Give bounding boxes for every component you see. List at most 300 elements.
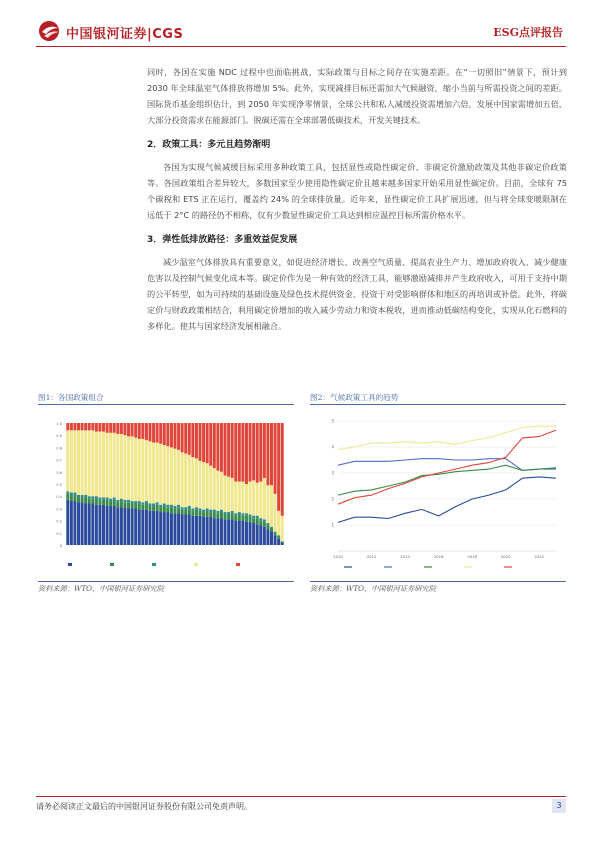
chart1-bar-segment [181,510,184,515]
chart1-bar-segment [120,423,123,434]
chart1-bar-segment [91,423,94,430]
chart1-bar-segment [259,482,262,519]
chart1-bar-segment [274,533,277,535]
chart1-bar-segment [131,423,134,436]
chart1-bar-segment [231,519,234,545]
chart1-bar-segment [156,505,159,511]
cgs-logo-icon [38,20,62,42]
chart1-bar-segment [241,516,244,521]
chart1-bar-segment [234,482,237,514]
chart1-bar-segment [188,508,191,514]
chart1-bar-segment [116,507,119,545]
chart1-bar-segment [145,440,148,501]
page-number: 3 [552,799,566,813]
chart1-bar-segment [70,501,73,545]
section-2-title: 2．政策工具：多元且趋势渐明 [147,140,271,150]
chart1-bar-segment [116,500,119,502]
chart1-bar-segment [274,532,277,533]
chart1-ytick-label: 0.4 [56,495,62,500]
chart1-bar-segment [91,499,94,504]
chart1-bar-segment [159,512,162,545]
chart1-bar-segment [163,504,166,506]
chart1-bar-segment [106,497,109,499]
chart1-bar-segment [281,541,284,542]
paragraph-3: 减少温室气体排放具有重要意义，如促进经济增长、改善空气质量、提高农业生产力、增加政府收入、减少健康危害以及控制气候变化成本等。碳定价作为是一种有效的经济工具，能够激励减排并产生政府收入，可用于支持中期的公平转型，如为可持续的基础设施及绿色技术提供资金、投资于对受影响群体和地区的再培训或补偿。此外，将碳定价与财政政策相结合，利用碳定价增加的收入减少劳动力和资本税收，进而推动低碳结构变化，实现从化石燃料的多样化。使其与国家经济发展相融合。 [147,257,567,331]
chart1-bar-segment [191,511,194,516]
chart1-bar-segment [195,458,198,507]
chart1-bar-segment [166,423,169,446]
chart1-bar-segment [202,510,205,512]
chart1-bar-segment [141,510,144,545]
chart1-bar-segment [84,423,87,430]
chart1-bar-segment [195,423,198,458]
chart1-bar-segment [70,430,73,492]
chart1-bar-segment [249,423,252,482]
chart1-bar-segment [123,502,126,507]
chart1-bar-segment [77,423,80,430]
chart2-series-line [338,465,556,495]
chart1-bar-segment [241,513,244,515]
chart1-bar-segment [191,423,194,457]
chart1-bar-segment [277,539,280,545]
chart1-bar-segment [209,512,212,517]
chart1-bar-segment [152,504,155,506]
figure-2-bottom-rule [310,581,566,582]
chart1-bar-segment [224,512,227,514]
chart1-bar-segment [73,501,76,545]
chart1-bar-segment [274,535,277,545]
chart1-ytick-label: 0.2 [56,519,62,524]
chart1-bar-segment [170,507,173,513]
chart1-bar-segment [249,517,252,522]
chart1-bar-segment [184,454,187,508]
chart1-bar-segment [209,510,212,512]
chart2-xtick-label: 2010 [333,554,343,559]
chart1-bar-segment [206,463,209,508]
chart1-bar-segment [120,501,123,507]
chart1-bar-segment [141,505,144,510]
chart1-bar-segment [141,439,144,502]
chart1-bar-segment [188,455,191,506]
chart1-bar-segment [70,493,73,495]
chart1-bar-segment [98,500,101,505]
chart1-bar-segment [134,438,137,501]
chart1-bar-segment [270,528,273,532]
chart1-bar-segment [163,423,166,445]
figure-1-box [38,405,294,581]
chart1-bar-segment [231,478,234,511]
chart1-bar-segment [249,522,252,545]
chart1-bar-segment [274,423,277,494]
chart1-bar-segment [184,507,187,509]
chart1-bar-segment [174,508,177,513]
chart1-legend-swatch [68,563,72,566]
chart1-bar-segment [209,466,212,510]
chart1-ytick-label: 0.5 [56,483,62,487]
footer-disclaimer: 请务必阅读正文最后的中国银河证券股份有限公司免责声明。 [36,802,252,811]
chart1-bar-segment [245,423,248,484]
chart1-bar-segment [256,483,259,516]
chart1-bar-segment [145,510,148,545]
chart1-bar-segment [106,500,109,506]
chart1-bar-segment [188,515,191,546]
chart1-bar-segment [159,444,162,505]
chart1-bar-segment [181,515,184,546]
chart1-bar-segment [252,523,255,545]
chart1-bar-segment [170,505,173,507]
chart1-bar-segment [234,516,237,521]
chart1-bar-segment [113,500,116,506]
chart1-bar-segment [123,423,126,435]
chart1-bar-segment [177,507,180,513]
chart2-series-line [338,477,556,523]
chart1-bar-segment [263,478,266,519]
chart1-bar-segment [116,502,119,507]
chart1-bar-segment [206,517,209,545]
chart1-bar-segment [227,423,230,477]
chart1-bar-segment [134,423,137,438]
chart1-bar-segment [238,521,241,545]
chart1-bar-segment [252,516,255,518]
chart1-bar-segment [266,423,269,485]
chart1-bar-segment [227,519,230,545]
chart1-bar-segment [270,532,273,545]
chart1-bar-segment [123,507,126,545]
chart1-bar-segment [213,510,216,512]
chart1-bar-segment [131,436,134,501]
report-type: ESG点评报告 [493,26,563,39]
chart1-bar-segment [263,423,266,478]
chart2-ytick-label: 2 [331,496,334,502]
chart2-series-line [338,430,556,504]
chart1-ytick-label: 0.8 [56,446,62,451]
chart1-bar-segment [238,512,241,514]
chart1-ytick-label: 0.9 [56,434,62,439]
chart1-bar-segment [66,500,69,545]
chart1-bar-segment [277,511,280,535]
chart1-bar-segment [127,500,130,502]
chart1-bar-segment [195,507,198,509]
footer-divider [36,796,566,797]
chart1-bar-segment [281,543,284,545]
chart1-bar-segment [206,511,209,517]
chart1-bar-segment [184,515,187,546]
chart1-bar-segment [216,471,219,511]
chart1-bar-segment [102,432,105,498]
chart1-bar-segment [238,515,241,521]
chart1-bar-segment [84,430,87,495]
chart1-bar-segment [252,423,255,480]
figure-2-source: 资料来源：WTO，中国银河证券研究院 [310,584,436,593]
chart1-bar-segment [145,504,148,510]
chart1-bar-segment [231,423,234,478]
chart1-bar-segment [195,516,198,545]
chart1-bar-segment [277,536,280,538]
chart1-bar-segment [109,501,112,506]
brand-logo [38,20,208,44]
chart1-bar-segment [156,511,159,545]
chart1-bar-segment [266,525,269,529]
stacked-bar-chart [38,405,294,581]
chart1-bar-segment [131,504,134,509]
chart1-bar-segment [231,513,234,519]
chart1-bar-segment [188,423,191,455]
chart1-bar-segment [113,497,116,499]
chart1-bar-segment [224,519,227,545]
chart1-bar-segment [199,461,202,509]
chart1-bar-segment [170,447,173,504]
chart1-bar-segment [252,518,255,523]
chart1-bar-segment [174,506,177,508]
chart1-bar-segment [138,510,141,545]
chart1-bar-segment [138,423,141,439]
chart1-bar-segment [113,423,116,433]
header-divider [36,46,566,47]
chart1-legend-swatch [236,563,240,566]
chart1-bar-segment [134,501,137,503]
chart1-bar-segment [81,502,84,545]
chart1-bar-segment [109,433,112,499]
chart1-bar-segment [181,507,184,509]
chart1-bar-segment [77,430,80,495]
chart1-bar-segment [166,512,169,545]
chart1-bar-segment [234,513,237,515]
chart1-bar-segment [245,484,248,513]
chart1-bar-segment [163,445,166,504]
chart1-bar-segment [234,521,237,545]
chart1-bar-segment [73,495,76,501]
chart1-bar-segment [216,423,219,471]
chart1-bar-segment [224,515,227,520]
chart1-bar-segment [148,504,151,506]
chart1-ytick-label: 0 [59,544,62,548]
chart1-legend-swatch [152,563,156,566]
chart1-bar-segment [127,436,130,499]
chart1-bar-segment [81,430,84,495]
chart1-bar-segment [213,518,216,545]
chart1-bar-segment [256,518,259,524]
chart1-bar-segment [88,499,91,504]
chart1-bar-segment [138,501,141,503]
chart1-bar-segment [266,523,269,525]
chart1-bar-segment [141,502,144,504]
chart1-bar-segment [213,468,216,509]
chart1-bar-segment [145,423,148,440]
chart1-bar-segment [109,499,112,501]
chart1-bar-segment [102,505,105,545]
chart1-bar-segment [188,506,191,508]
chart1-bar-segment [220,510,223,512]
chart1-bar-segment [191,508,194,510]
chart1-bar-segment [95,505,98,545]
paragraph-1: 同时，各国在实施 NDC 过程中也面临挑战，实际政策与目标之间存在实施差距。在“一切照旧”情景下，预计到 2030 年全球温室气体排放将增加 5%。此外，实现减排目标还需加大气候融资，缩小当前与所需投资之间的差距。国际货币基金组织估计，到 2050 年实现净零情景，全球公共和私人减缓投资需增加六倍，发展中国家需增加五倍，大部分投资需求在能源部门。脱碳还需在全球部署低碳技术，开发关键技术。 [147,67,567,125]
figure-2 [310,392,566,594]
chart1-bar-segment [131,501,134,503]
chart2-xtick-label: 2022 [534,554,545,559]
chart1-bar-segment [73,493,76,495]
chart1-bar-segment [206,508,209,510]
chart1-bar-segment [166,505,169,507]
figure-1-bottom-rule [38,581,294,582]
chart1-bar-segment [109,423,112,433]
chart1-bar-segment [77,497,80,502]
chart1-bar-segment [270,485,273,526]
figure-1 [38,392,294,594]
chart1-bar-segment [88,496,91,498]
chart1-bar-segment [263,519,266,521]
chart1-bar-segment [209,517,212,545]
chart1-bar-segment [77,502,80,545]
chart1-bar-segment [166,446,169,505]
chart1-bar-segment [116,423,119,434]
chart1-ytick-label: 0.3 [56,507,62,512]
chart1-bar-segment [174,513,177,545]
chart1-bar-segment [106,506,109,545]
figure-2-title: 图2：气候政策工具的趋势 [310,393,399,402]
chart1-bar-segment [184,423,187,454]
chart1-bar-segment [66,491,69,493]
chart1-bar-segment [88,504,91,545]
chart1-bar-segment [127,423,130,436]
chart1-bar-segment [270,527,273,528]
chart1-bar-segment [127,502,130,508]
chart1-bar-segment [134,504,137,509]
chart1-bar-segment [84,504,87,545]
chart1-bar-segment [138,504,141,510]
chart1-bar-segment [95,423,98,432]
chart1-bar-segment [259,525,262,545]
page-header [0,0,595,52]
chart1-bar-segment [224,475,227,512]
chart1-bar-segment [148,511,151,545]
figure-2-box [310,405,566,581]
chart1-bar-segment [206,423,209,463]
chart1-bar-segment [88,430,91,496]
chart1-bar-segment [202,423,205,462]
chart1-bar-segment [73,423,76,430]
chart1-bar-segment [66,430,69,491]
chart1-bar-segment [177,423,180,450]
chart1-ytick-label: 0.1 [56,531,62,536]
chart1-ytick-label: 1.0 [56,422,62,426]
chart1-bar-segment [213,512,216,518]
chart1-bar-segment [138,439,141,501]
chart1-bar-segment [191,457,194,508]
chart1-bar-segment [199,516,202,545]
chart1-bar-segment [120,499,123,501]
chart1-bar-segment [238,423,241,482]
chart1-bar-segment [277,535,280,536]
chart1-bar-segment [148,506,151,511]
chart1-bar-segment [174,449,177,506]
chart2-xtick-label: 2012 [366,554,377,559]
chart1-bar-segment [224,423,227,475]
chart1-bar-segment [148,423,151,441]
chart1-bar-segment [227,477,230,512]
chart1-bar-segment [202,462,205,510]
chart1-bar-segment [256,516,259,518]
chart1-bar-segment [259,423,262,482]
chart1-bar-segment [106,433,109,498]
chart1-bar-segment [70,423,73,430]
chart1-bar-segment [249,515,252,517]
chart1-bar-segment [109,506,112,545]
chart1-bar-segment [91,496,94,498]
chart1-bar-segment [84,495,87,497]
chart1-bar-segment [113,433,116,498]
chart1-bar-segment [184,510,187,515]
chart1-bar-segment [120,507,123,545]
chart2-xtick-label: 2020 [500,554,511,559]
chart2-ytick-label: 4 [331,444,334,450]
chart2-ytick-label: 1 [331,522,334,528]
chart1-bar-segment [213,423,216,468]
chart2-series-line [338,459,556,471]
figure-1-source: 资料来源：WTO，中国银河证券研究院 [38,584,164,593]
chart1-bar-segment [170,513,173,545]
chart1-bar-segment [127,508,130,545]
chart2-xtick-label: 2016 [433,554,444,559]
chart2-ytick-label: 3 [331,470,334,476]
chart1-bar-segment [159,423,162,444]
chart1-bar-segment [281,423,284,516]
chart1-bar-segment [199,511,202,516]
chart1-bar-segment [259,521,262,526]
chart1-bar-segment [241,423,244,482]
chart1-bar-segment [177,513,180,545]
chart1-bar-segment [245,513,248,515]
chart1-bar-segment [274,494,277,532]
chart1-bar-segment [156,423,159,443]
chart1-bar-segment [259,518,262,520]
chart1-bar-segment [95,496,98,498]
chart1-bar-segment [241,521,244,545]
chart1-bar-segment [152,443,155,504]
chart1-bar-segment [106,423,109,433]
chart1-bar-segment [84,497,87,503]
line-chart [310,405,566,581]
chart1-bar-segment [123,500,126,502]
chart1-bar-segment [116,434,119,500]
chart1-bar-segment [241,482,244,514]
chart1-bar-segment [98,432,101,498]
chart1-bar-segment [252,480,255,515]
chart1-bar-segment [220,423,223,472]
chart1-bar-segment [227,512,230,514]
chart2-xtick-label: 2014 [400,554,410,559]
chart1-bar-segment [270,423,273,485]
chart1-bar-segment [263,527,266,545]
chart1-bar-segment [181,452,184,507]
chart1-bar-segment [141,423,144,439]
chart2-ytick-label: 5 [331,418,334,424]
chart1-bar-segment [163,512,166,545]
chart1-bar-segment [66,494,69,500]
chart1-bar-segment [123,435,126,500]
chart1-bar-segment [120,434,123,499]
chart1-bar-segment [156,502,159,504]
chart1-bar-segment [113,506,116,545]
section-3-title: 3．弹性低排放路径：多重效益促发展 [147,235,298,245]
chart1-bar-segment [216,513,219,518]
chart1-bar-segment [66,423,69,430]
chart1-bar-segment [152,506,155,511]
chart1-bar-segment [249,482,252,515]
chart1-bar-segment [220,512,223,518]
chart1-bar-segment [245,522,248,545]
chart1-bar-segment [256,524,259,545]
chart1-bar-segment [216,511,219,513]
